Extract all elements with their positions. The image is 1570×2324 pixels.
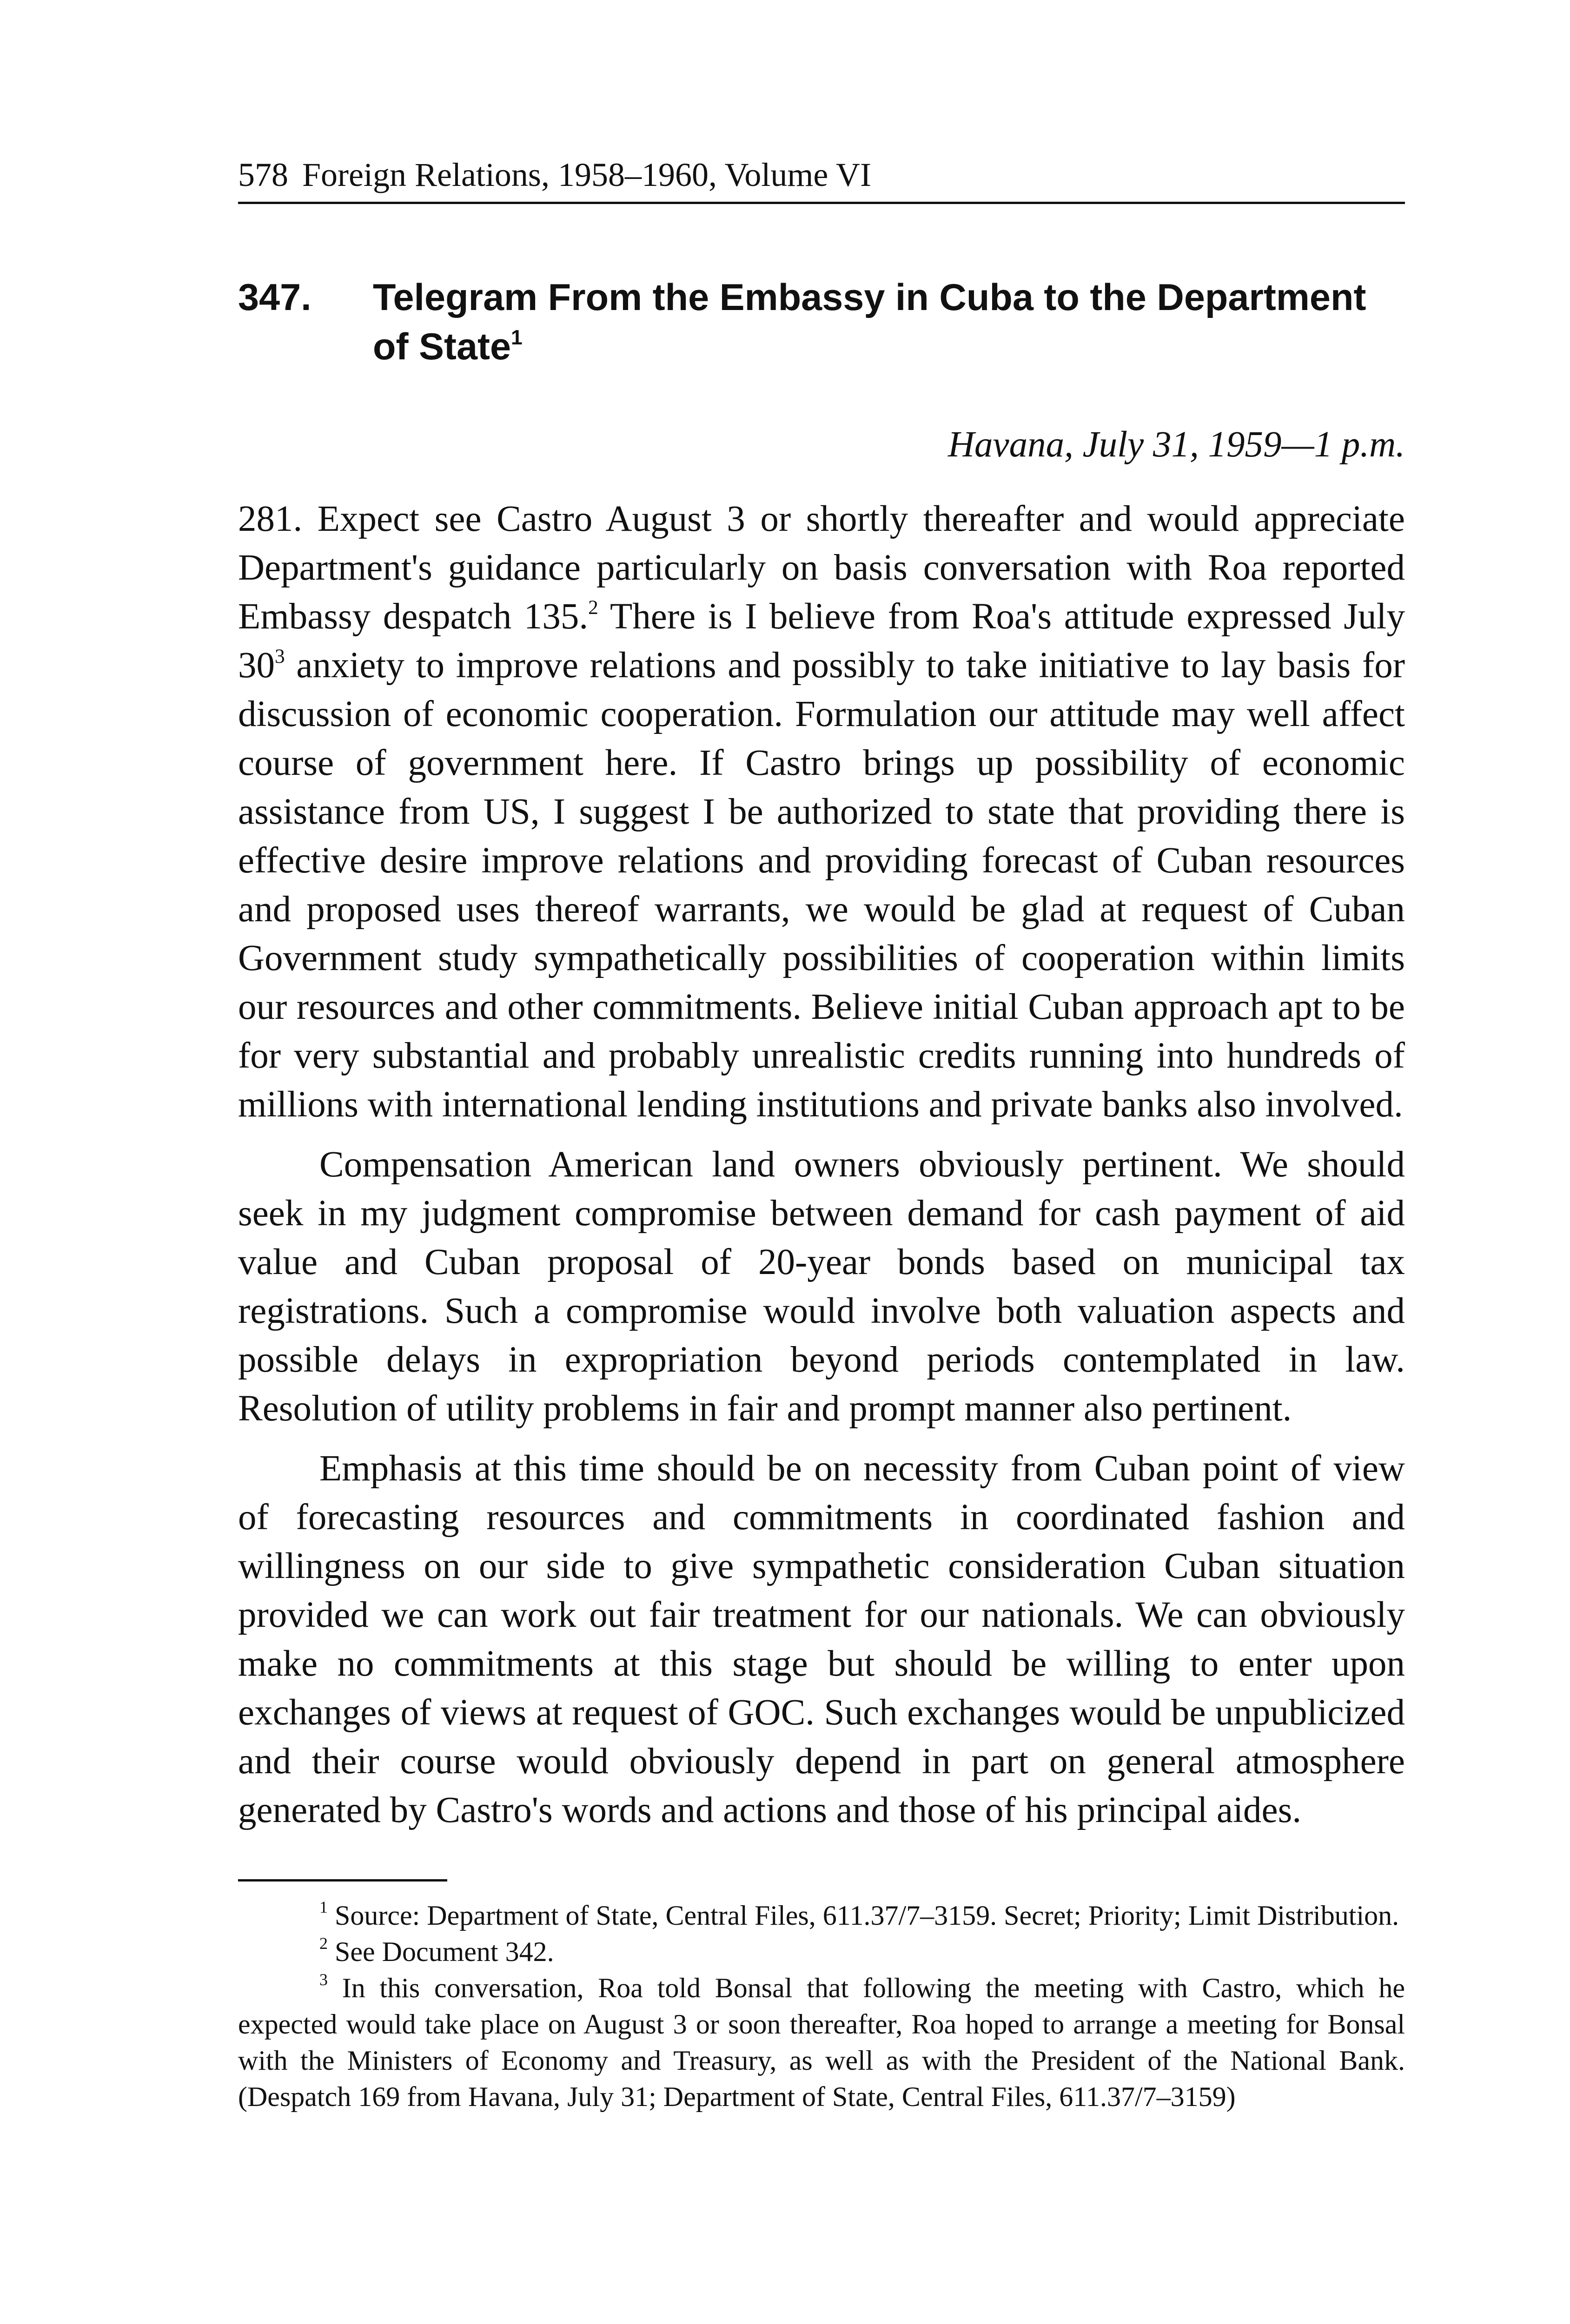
telegram-body	[238, 495, 1405, 1835]
dateline: Havana, July 31, 1959—1 p.m.	[948, 424, 1405, 465]
page-number: 578	[238, 156, 288, 193]
footnote-ref-2[interactable]: 2	[588, 596, 598, 619]
paragraph-1-part-a: 281. Expect see Castro August 3 or shortly thereafter and would appreciate Department's guidance particularly on basis conversation with Roa reported Embassy despatch 135.	[238, 499, 1405, 637]
document-title-block	[373, 273, 1405, 371]
footnotes	[238, 1897, 1405, 2115]
document-page	[238, 158, 1405, 2115]
running-head-title: Foreign Relations, 1958–1960, Volume VI	[302, 156, 871, 193]
document-number: 347.	[238, 277, 311, 318]
body-paragraph-3: Emphasis at this time should be on necessity from Cuban point of view of forecasting resources and commitments in coordinated fashion and willingness on our side to give sympathetic consideration Cuban situation provided we can work out fair treatment for our nationals. We can obviously make no commitments at this stage but should be willing to enter upon exchanges of views at request of GOC. Such exchanges would be unpublicized and their course would obviously depend in part on general atmosphere generated by Castro's words and actions and those of his principal aides.	[238, 1448, 1405, 1830]
footnote-2	[238, 1934, 1405, 1970]
footnote-3-text: In this conversation, Roa told Bonsal that following the meeting with Castro, which he expected would take place on August 3 or soon thereafter, Roa hoped to arrange a meeting for Bonsal with the Ministers of Economy and Treasury, as well as with the President of the National Bank. (Despatch 169 from Havana, July 31; Department of State, Central Files, 611.37/7–3159)	[238, 1973, 1405, 2112]
document-title: Telegram From the Embassy in Cuba to the Department of State	[373, 277, 1366, 368]
body-paragraph-2: Compensation American land owners obviously pertinent. We should seek in my judgment compromise between demand for cash payment of aid value and Cuban proposal of 20-year bonds based on municipal tax registrations. Such a compromise would involve both valuation aspects and possible delays in expropriation beyond periods contemplated in law. Resolution of utility problems in fair and prompt manner also pertinent.	[238, 1144, 1405, 1429]
paragraph-1-part-c: anxiety to improve relations and possibly to take initiative to lay basis for discussion of economic cooperation. Formulation our attitude may well affect course of government here. If Castro brings up possibility of economic assistance from US, I suggest I be authorized to state that providing there is effective desire improve relations and providing forecast of Cuban resources and proposed uses thereof warrants, we would be glad at request of Cuban Government study sympathetically possibilities of cooperation within limits our resources and other commitments. Believe initial Cuban approach apt to be for very substantial and probably unrealistic credits running into hundreds of millions with international lending institutions and private banks also involved.	[238, 645, 1405, 1125]
footnote-ref-1[interactable]: 1	[511, 326, 523, 349]
running-head	[238, 158, 1405, 204]
footnote-divider	[238, 1879, 447, 1882]
footnote-1	[238, 1897, 1405, 1934]
footnote-2-marker: 2	[319, 1934, 328, 1953]
footnote-1-text: Source: Department of State, Central Files, 611.37/7–3159. Secret; Priority; Limit Distribution.	[328, 1900, 1399, 1931]
paragraph-1-part-b: There is I believe from Roa's attitude expressed July 30	[238, 596, 1405, 686]
document-heading	[238, 273, 1405, 371]
footnote-3-marker: 3	[319, 1970, 328, 1989]
footnote-ref-3[interactable]: 3	[275, 645, 285, 667]
body-paragraph-1	[238, 495, 1405, 1129]
footnote-1-marker: 1	[319, 1898, 328, 1917]
footnote-3	[238, 1970, 1405, 2115]
footnote-2-text: See Document 342.	[328, 1936, 554, 1967]
